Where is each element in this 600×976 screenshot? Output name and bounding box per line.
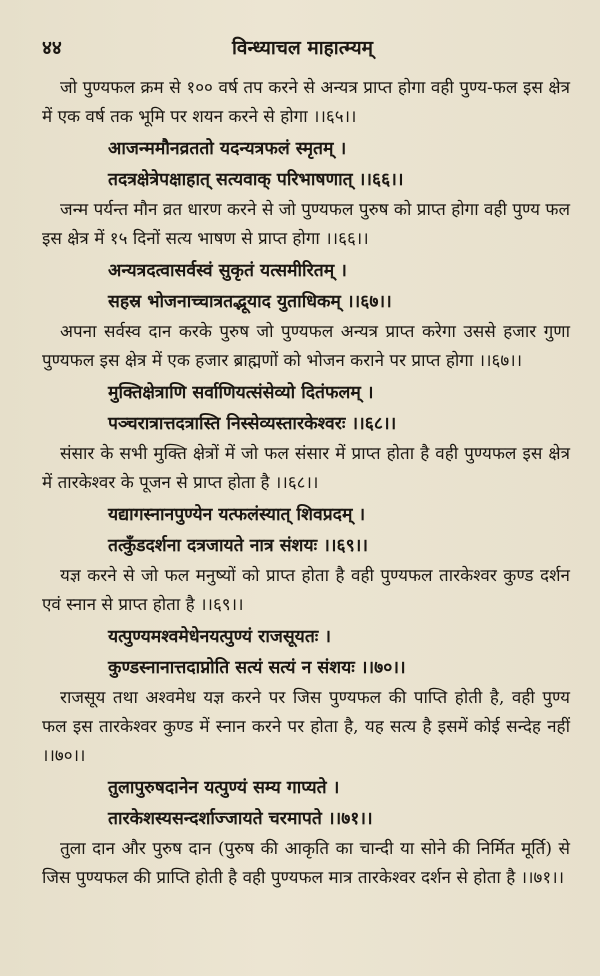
translation-paragraph: यज्ञ करने से जो फल मनुष्यों को प्राप्त होता है वही पुण्यफल तारकेश्वर कुण्ड दर्शन एवं स्नान से प्राप्त होता है ।।६९।।	[42, 566, 570, 615]
sanskrit-verse-line: यत्पुण्यमश्वमेधेनयत्पुण्यं राजसूयतः ।	[108, 627, 332, 647]
sanskrit-verse-line: सहस्र भोजनाच्चात्रतद्भूयाद युताधिकम् ।।६७।।	[108, 292, 392, 312]
sanskrit-verse-line: कुण्डस्नानात्तदाप्नोति सत्यं सत्यं न संशयः ।।७०।।	[108, 658, 406, 678]
sanskrit-verse-line: आजन्ममौनव्रततो यदन्यत्रफलं स्मृतम् ।	[108, 139, 347, 159]
translation-paragraph: राजसूय तथा अश्वमेध यज्ञ करने पर जिस पुण्यफल की पाप्ति होती है, वही पुण्य फल इस तारकेश्वर कुण्ड में स्नान करने पर होता है, यह सत्य है इसमें कोई सन्देह नहीं ।।७०।।	[42, 688, 570, 766]
page-number: ४४	[42, 37, 62, 59]
sanskrit-verse-line: यद्यागस्नानपुण्येन यत्फलंस्यात् शिवप्रदम् ।	[108, 505, 366, 525]
page-header	[42, 34, 570, 60]
page-title: विन्ध्याचल माहात्म्यम्	[232, 37, 373, 59]
translation-paragraph: जन्म पर्यन्त मौन व्रत धारण करने से जो पुण्यफल पुरुष को प्राप्त होगा वही पुण्य फल इस क्षेत्र में १५ दिनों सत्य भाषण से प्राप्त होगा ।।६६।।	[42, 200, 570, 249]
sanskrit-verse-line: तत्कुँडदर्शना दत्रजायते नात्र संशयः ।।६९।।	[108, 536, 368, 556]
sanskrit-verse-line: तुलापुरुषदानेन यत्पुण्यं सम्य गाप्यते ।	[108, 778, 340, 798]
translation-paragraph: अपना सर्वस्व दान करके पुरुष जो पुण्यफल अन्यत्र प्राप्त करेगा उससे हजार गुणा पुण्यफल इस क्षेत्र में एक हजार ब्राह्मणों को भोजन कराने पर प्राप्त होगा ।।६७।।	[42, 322, 570, 371]
translation-paragraph: तुला दान और पुरुष दान (पुरुष की आकृति का चान्दी या सोने की निर्मित मूर्ति) से जिस पुण्यफल की प्राप्ति होती है वही पुण्यफल मात्र तारकेश्वर दर्शन से होता है ।।७१।।	[42, 839, 570, 888]
sanskrit-verse-line: तारकेशस्यसन्दर्शाज्जायते चरमापते ।।७१।।	[108, 809, 373, 829]
sanskrit-verse-line: तदत्रक्षेत्रेपक्षाहात् सत्यवाक् परिभाषणात् ।।६६।।	[108, 170, 404, 190]
translation-paragraph: संसार के सभी मुक्ति क्षेत्रों में जो फल संसार में प्राप्त होता है वही पुण्यफल इस क्षेत्र में तारकेश्वर के पूजन से प्राप्त होता है ।।६८।।	[42, 444, 570, 493]
sanskrit-verse-line: मुक्तिक्षेत्राणि सर्वाणियत्संसेव्यो दितंफलम् ।	[108, 383, 374, 403]
sanskrit-verse-line: पञ्चरात्रात्तदत्रास्ति निस्सेव्यस्तारकेश्वरः ।।६८।।	[108, 414, 397, 434]
translation-paragraph: जो पुण्यफल क्रम से १०० वर्ष तप करने से अन्यत्र प्राप्त होगा वही पुण्य-फल इस क्षेत्र में एक वर्ष तक भूमि पर शयन करने से होगा ।।६५।।	[42, 78, 570, 127]
sanskrit-verse-line: अन्यत्रदत्वासर्वस्वं सुकृतं यत्समीरितम् ।	[108, 261, 347, 281]
